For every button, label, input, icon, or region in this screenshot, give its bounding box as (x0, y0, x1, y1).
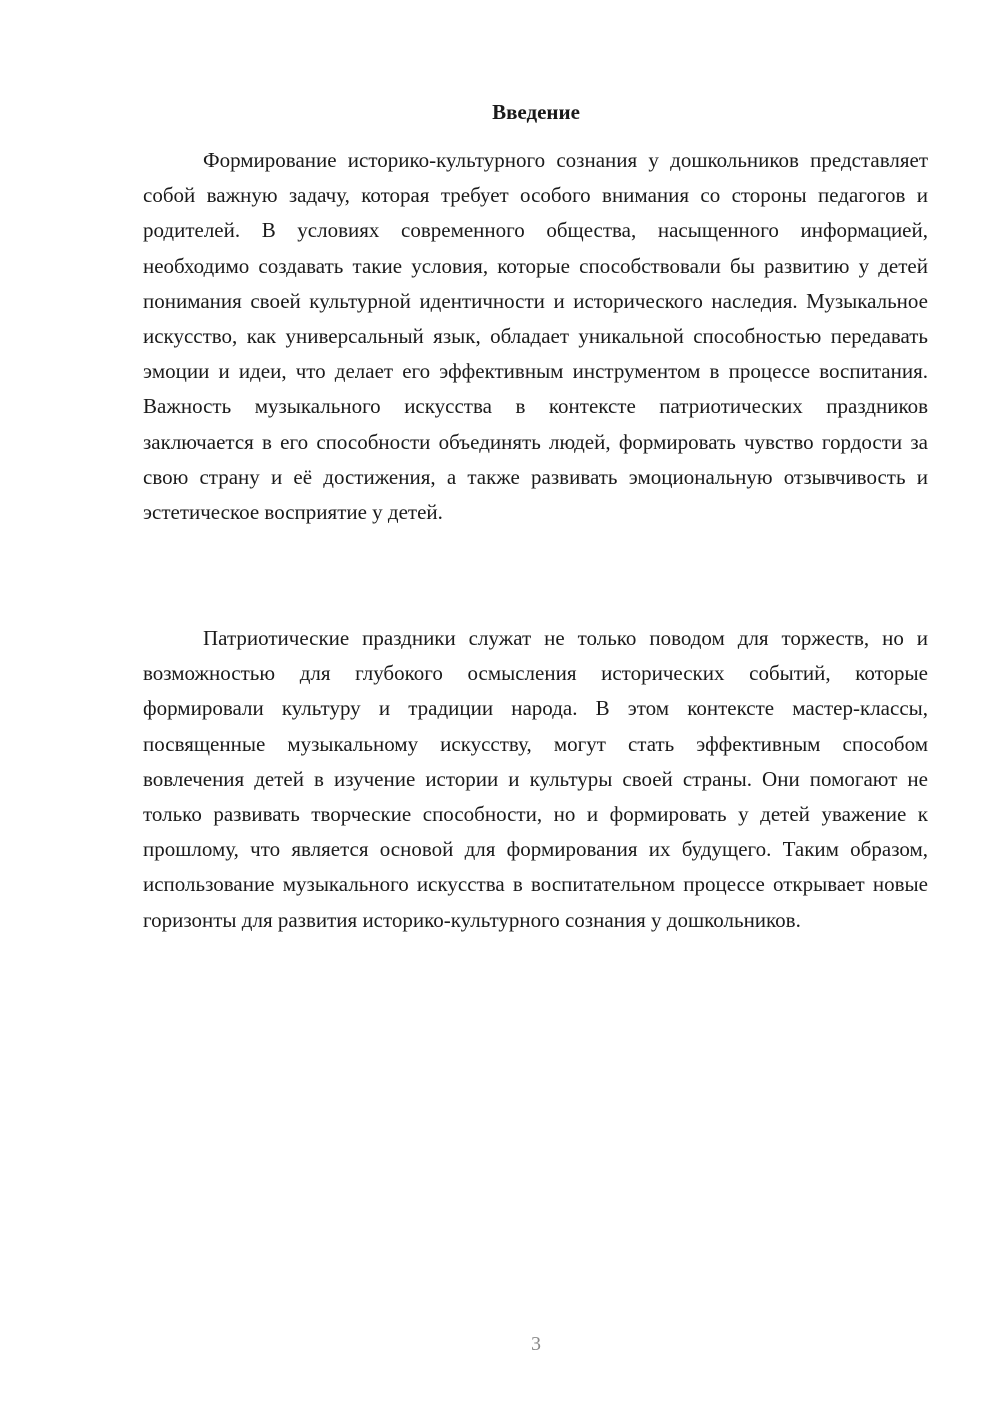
page-number: 3 (531, 1333, 541, 1355)
paragraph-2: Патриотические праздники служат не только поводом для торжеств, но и возможностью для глубокого осмысления исторических событий, которые формировали культуру и традиции народа. В этом контексте мастер-классы, посвященные музыкальному искусству, могут стать эффективным способом вовлечения детей в изучение истории и культуры своей страны. Они помогают не только развивать творческие способности, но и формировать у детей уважение к прошлому, что является основой для формирования их будущего. Таким образом, использование музыкального искусства в воспитательном процессе открывает новые горизонты для развития историко-культурного сознания у дошкольников. (143, 626, 928, 932)
section-heading: Введение (492, 100, 580, 124)
paragraph-1: Формирование историко-культурного сознания у дошкольников представляет собой важную задачу, которая требует особого внимания со стороны педагогов и родителей. В условиях современного общества, насыщенного информацией, необходимо создавать такие условия, которые способствовали бы развитию у детей понимания своей культурной идентичности и исторического наследия. Музыкальное искусство, как универсальный язык, обладает уникальной способностью передавать эмоции и идеи, что делает его эффективным инструментом в процессе воспитания. Важность музыкального искусства в контексте патриотических праздников заключается в его способности объединять людей, формировать чувство гордости за свою страну и её достижения, а также развивать эмоциональную отзывчивость и эстетическое восприятие у детей. (143, 148, 928, 525)
